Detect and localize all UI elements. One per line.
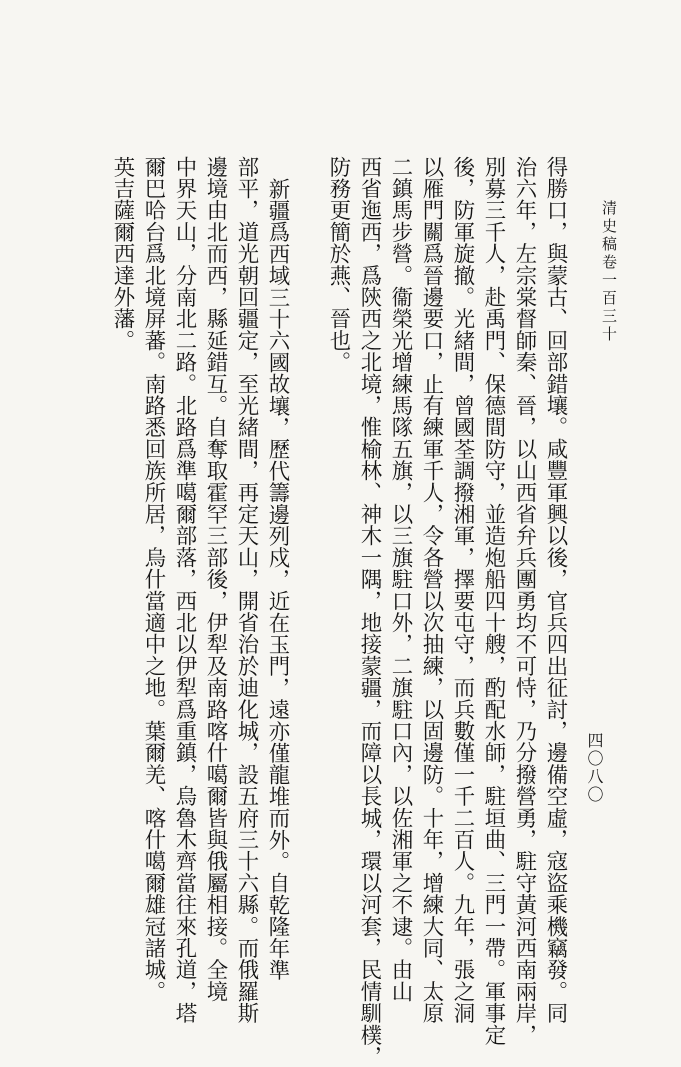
text-column: 西省迤西，爲陝西之北境，惟榆林、神木一隅，地接蒙疆，而障以長城，環以河套，民情馴樸， bbox=[357, 156, 382, 1067]
text-column: 中界天山，分南北二路。北路爲準噶爾部落，西北以伊犁爲重鎮，烏魯木齊當往來孔道，塔 bbox=[172, 156, 197, 1024]
text-column: 部平，道光朝回疆定，至光緒間，再定天山，開省治於迪化城，設五府三十六縣。而俄羅斯 bbox=[234, 156, 259, 1024]
text-column: 爾巴哈台爲北境屏蕃。南路悉回族所居，烏什當適中之地。葉爾羌、喀什噶爾雄冠諸城。 bbox=[141, 156, 166, 1003]
text-column: 得勝口，與蒙古、回部錯壤。咸豐軍興以後，官兵四出征討，邊備空虛，寇盜乘機竊發。同 bbox=[543, 156, 568, 1024]
text-column: 別募三千人，赴禹門、保德間防守，並造炮船四十艘，酌配水師，駐垣曲、三門一帶。軍事定 bbox=[481, 156, 506, 1046]
text-column: 治六年，左宗棠督師秦、晉，以山西省弁兵團勇均不可恃，乃分撥營勇，駐守黃河西南兩岸， bbox=[512, 156, 537, 1046]
page-number: 四〇八〇 bbox=[585, 732, 604, 804]
text-column: 邊境由北而西，縣延錯互。自奪取霍罕三部後，伊犁及南路喀什噶爾皆與俄屬相接。全境 bbox=[203, 156, 228, 1003]
text-column: 英吉薩爾西達外藩。 bbox=[110, 156, 135, 352]
text-column: 以雁門關爲晉邊要口，止有練軍千人，令各營以次抽練，以固邊防。十年，增練大同、太原 bbox=[419, 156, 444, 1024]
text-column: 防務更簡於燕、晉也。 bbox=[326, 156, 351, 373]
text-column: 新疆爲西域三十六國故壤，歷代籌邊列戍，近在玉門，遠亦僅龍堆而外。自乾隆年準 bbox=[265, 178, 290, 981]
text-column: 後，防軍旋撤。光緒間，曾國荃調撥湘軍，擇要屯守，而兵數僅一千二百人。九年，張之洞 bbox=[450, 156, 475, 1024]
running-header: 清史稿卷一百三十 bbox=[600, 200, 618, 344]
text-column: 二鎮馬步營。衞榮光增練馬隊五旗，以三旗駐口外，二旗駐口內，以佐湘軍之不逮。由山 bbox=[388, 156, 413, 1003]
